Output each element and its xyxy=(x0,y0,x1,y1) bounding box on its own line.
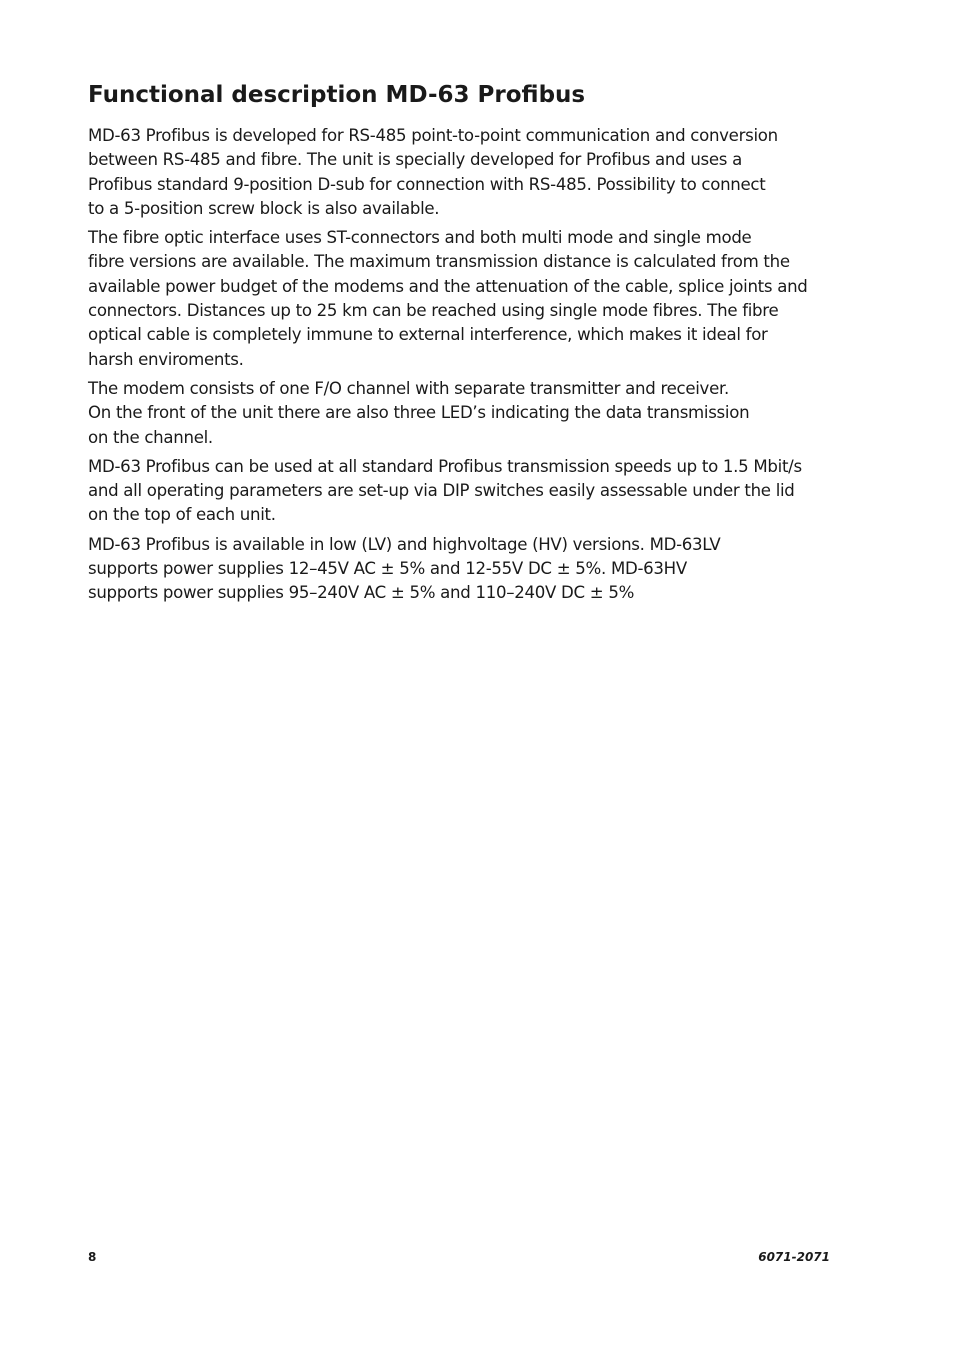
text-line: The modem consists of one F/O channel with separate transmitter and receiver. xyxy=(88,378,729,398)
text-line: and all operating parameters are set-up via DIP switches easily assessable under the lid xyxy=(88,481,795,501)
paragraph xyxy=(88,455,848,528)
text-line: fibre versions are available. The maximum transmission distance is calculated from the xyxy=(88,252,790,272)
text-line: Profibus standard 9-position D-sub for connection with RS-485. Possibility to connect xyxy=(88,174,766,194)
paragraph xyxy=(88,124,848,221)
paragraph xyxy=(88,533,848,606)
body-text xyxy=(88,124,848,611)
paragraph xyxy=(88,377,848,450)
text-line: On the front of the unit there are also three LED’s indicating the data transmission xyxy=(88,403,750,423)
document-code: 6071-2071 xyxy=(758,1250,830,1264)
page-title: Functional description MD-63 Profibus xyxy=(88,82,586,108)
text-line: supports power supplies 95–240V AC ± 5% and 110–240V DC ± 5% xyxy=(88,583,635,603)
text-line: MD-63 Profibus is developed for RS-485 point-to-point communication and conversion xyxy=(88,126,778,145)
text-line: supports power supplies 12–45V AC ± 5% and 12-55V DC ± 5%. MD-63HV xyxy=(88,559,687,579)
text-line: available power budget of the modems and the attenuation of the cable, splice joints and xyxy=(88,276,808,296)
paragraph xyxy=(88,226,848,372)
text-line: optical cable is completely immune to external interference, which makes it ideal for xyxy=(88,325,768,345)
text-line: MD-63 Profibus is available in low (LV) and highvoltage (HV) versions. MD-63LV xyxy=(88,534,721,554)
text-line: connectors. Distances up to 25 km can be reached using single mode fibres. The fibre xyxy=(88,301,779,321)
text-line: between RS-485 and fibre. The unit is specially developed for Profibus and uses a xyxy=(88,150,742,170)
text-line: on the top of each unit. xyxy=(88,505,276,525)
page-number: 8 xyxy=(88,1250,97,1264)
text-line: harsh enviroments. xyxy=(88,349,244,369)
text-line: MD-63 Profibus can be used at all standard Profibus transmission speeds up to 1.5 Mbit/s xyxy=(88,456,802,476)
text-line: to a 5-position screw block is also available. xyxy=(88,198,440,218)
text-line: The fibre optic interface uses ST-connectors and both multi mode and single mode xyxy=(88,228,752,248)
text-line: on the channel. xyxy=(88,427,213,447)
